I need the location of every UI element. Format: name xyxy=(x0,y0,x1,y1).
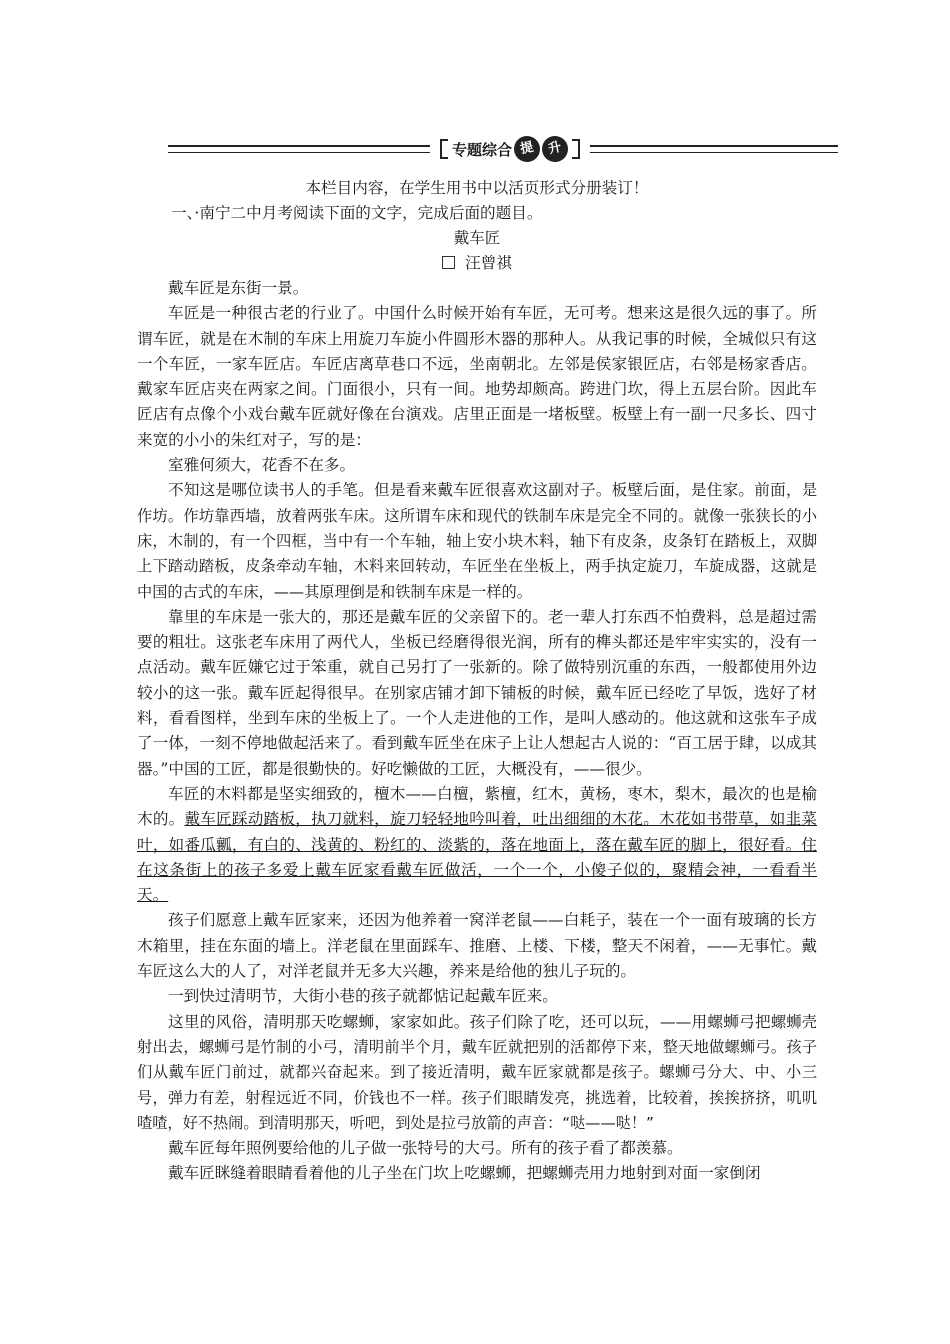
paragraph-10: 戴车匠每年照例要给他的儿子做一张特号的大弓。所有的孩子看了都羡慕。 xyxy=(168,1139,683,1158)
paragraph-2: 车匠是一种很古老的行业了。中国什么时候开始有车匠，无可考。想来这是很久远的事了。所谓车匠，就是在木制的车床上用旋刀车旋小件圆形木器的那种人。从我记事的时候，全城似只有这一个车匠，一家车匠店。车匠店离草巷口不远，坐南朝北。左邻是侯家银匠店，右邻是杨家香店。戴家车匠店夹在两家之间。门面很小，只有一间。地势却颇高。跨进门坎，得上五层台阶。因此车匠店有点像个小戏台戴车匠就好像在台演戏。店里正面是一堵板壁。板壁上有一副一尺多长、四寸来宽的小小的朱红对子，写的是： xyxy=(137,304,817,449)
banner-bracket-right-icon xyxy=(572,139,580,159)
paragraph-4-sans: 是作坊。作坊靠西墙，放着两张车床。这所谓车床和现代的铁制车床是完全不同的。就像一张狭长的小床，木制的，有一个四框，当中有一个车轴，轴上安小块木料，轴下有皮条，皮条钉在踏板上，双脚上下踏动踏板，皮条牵动车轴，木料来回转动，车匠坐在坐板上，两手执定旋刀，车旋成器，这就是中国的古式的车床，——其原理倒是和铁制车床是一样的。 xyxy=(137,481,817,601)
paragraph-6-underlined: 戴车匠踩动踏板，执刀就料，旋刀轻轻地吟叫着，吐出细细的木花。木花如书带草，如韭菜叶，如番瓜瓤，有白的、浅黄的、粉红的、淡紫的，落在地面上，落在戴车匠的脚上，很好看。住在这条街上的孩子多爱上戴车匠家看戴车匠做活，一个一个，小傻子似的，聚精会神，一看看半天。 xyxy=(137,810,817,905)
banner-badge-2: 升 xyxy=(540,134,571,165)
paragraph-3: 室雅何须大，花香不在多。 xyxy=(168,456,356,475)
paragraph-9-sans: 螺蛳壳射出去，螺蛳弓是竹制的小弓，清明前半个月，戴车匠就把别的活都停下来，整天地做螺蛳弓。孩子们从戴车匠门前过，就都兴奋起来。到了接近清明，戴车匠家就都是孩子。螺蛳弓分大、中、小三号，弹力有差，射程远近不同，价钱也不一样。孩子们眼睛发亮，挑选着，比较着，挨挨挤挤，叽叽喳喳，好不热闹。到清明那天，听吧，到处是拉弓放箭的声音：“哒——哒！” xyxy=(137,1012,817,1132)
notice: 本栏目内容，在学生用书中以活页形式分册装订！ xyxy=(305,179,649,197)
paragraph-6-plain: 车匠的木料都是坚实细致的，檀木——白檀，紫檀，红木，黄杨，枣木，梨木，最次的也是榆木的。 xyxy=(137,784,817,829)
banner-title: 专题综合 xyxy=(452,140,513,159)
paragraph-5: 靠里的车床是一张大的，那还是戴车匠的父亲留下的。老一辈人打东西不怕费料，总是超过需要的粗壮。这张老车床用了两代人，坐板已经磨得很光润，所有的榫头都还是牢牢实实的，没有一点活动。戴车匠嫌它过于笨重，就自己另打了一张新的。除了做特别沉重的东西，一般都使用外边较小的这一张。戴车匠起得很早。在别家店铺才卸下铺板的时候，戴车匠已经吃了早饭，选好了材料，看看图样，坐到车床的坐板上了。一个人走进他的工作，是叫人感动的。他这就和这张车子成了一体，一刻不停地做起活来了。看到戴车匠坐在床子上让人想起古人说的：“百工居于肆，以成其器。”中国的工匠，都是很勤快的。好吃懒做的工匠，大概没有，——很少。 xyxy=(137,607,817,778)
banner-bracket-left-icon xyxy=(440,139,448,159)
paragraph-1: 戴车匠是东街一景。 xyxy=(168,279,309,297)
article-author-line xyxy=(137,251,817,276)
paragraph-6 xyxy=(137,782,817,908)
banner-label xyxy=(430,134,590,164)
paragraph-4-plain: 不知这是哪位读书人的手笔。但是看来戴车匠很喜欢这副对子。板壁后面，是住家。前面， xyxy=(168,481,802,500)
author-box-icon xyxy=(442,256,455,269)
section-banner xyxy=(168,134,838,166)
question-header: 一、·南宁二中月考阅读下面的文字，完成后面的题目。 xyxy=(171,204,543,222)
paragraph-4 xyxy=(137,478,817,604)
paragraph-8: 一到快过清明节，大街小巷的孩子就都惦记起戴车匠来。 xyxy=(168,987,558,1006)
article-title: 戴车匠 xyxy=(453,229,501,247)
paragraph-11: 戴车匠眯缝着眼睛看着他的儿子坐在门坎上吃螺蛳，把螺蛳壳用力地射到对面一家倒闭 xyxy=(168,1164,761,1183)
paragraph-7: 孩子们愿意上戴车匠家来，还因为他养着一窝洋老鼠——白耗子，装在一个一面有玻璃的长方木箱里，挂在东面的墙上。洋老鼠在里面踩车、推磨、上楼、下楼，整天不闲着，——无事忙。戴车匠这么大的人了，对洋老鼠并无多大兴趣，养来是给他的独儿子玩的。 xyxy=(137,911,817,981)
page-content xyxy=(137,176,817,1187)
paragraph-9 xyxy=(137,1010,817,1136)
paragraph-9-plain: 这里的风俗，清明那天吃螺蛳，家家如此。孩子们除了吃，还可以玩，——用螺蛳弓把 xyxy=(168,1012,771,1031)
banner-badge-1: 提 xyxy=(512,134,543,165)
article-author: 汪曾祺 xyxy=(465,254,512,272)
